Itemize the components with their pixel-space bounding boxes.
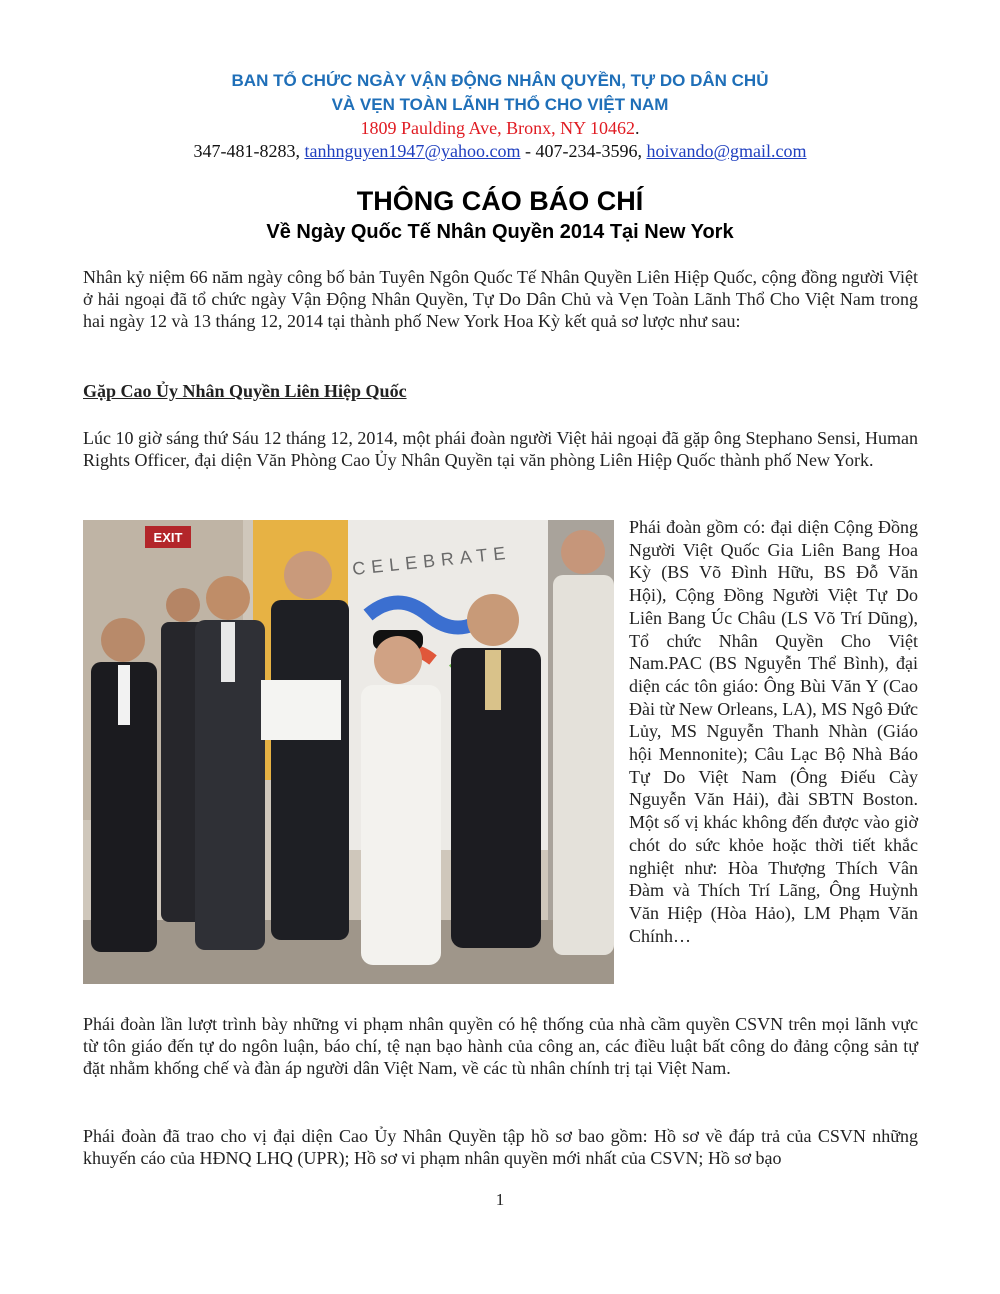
delegation-members-paragraph: Phái đoàn gồm có: đại diện Cộng Đồng Người Việt Quốc Gia Liên Bang Hoa Kỳ (BS Võ Đình Hữu, BS Đỗ Văn Hội), Cộng Đồng Người Việt Tự Do Liên Bang Úc Châu (LS Võ Trí Dũng), Tổ chức Nhân Quyền Cho Việt Nam.PAC (BS Nguyễn Thể Bình), đại diện các tôn giáo: Ông Bùi Văn Y (Cao Đài từ New Orleans, LA), MS Ngô Đức Lủy, MS Nguyễn Thanh Nhàn (Giáo hội Mennonite); Câu Lạc Bộ Nhà Báo Tự Do Việt Nam (Ông Điếu Cày Nguyễn Văn Hải), đài SBTN Boston. Một số vị khác không đến được vào giờ chót do sức khỏe hoặc thời tiết khắc nghiệt như: Hòa Thượng Thích Vân Đàm và Thích Trí Lãng, Ông Huỳnh Văn Hiệp (Hòa Hảo), LM Phạm Văn Chính… (629, 517, 918, 946)
organization-name-line1: BAN TỔ CHỨC NGÀY VẬN ĐỘNG NHÂN QUYỀN, TỰ DO DÂN CHỦ (231, 71, 769, 90)
press-release-title: THÔNG CÁO BÁO CHÍ (356, 186, 644, 216)
email-link-2[interactable]: hoivando@gmail.com (646, 141, 807, 161)
organization-address (0, 117, 1000, 139)
contact-line (0, 140, 1000, 162)
person-7 (553, 530, 614, 955)
intro-paragraph: Nhân kỷ niệm 66 năm ngày công bố bản Tuyên Ngôn Quốc Tế Nhân Quyền Liên Hiệp Quốc, cộng đồng người Việt ở hải ngoại đã tổ chức ngày Vận Động Nhân Quyền, Tự Do Dân Chủ và Vẹn Toàn Lãnh Thổ Cho Việt Nam trong hai ngày 12 và 13 tháng 12, 2014 tại thành phố New York Hoa Kỳ kết quả sơ lược như sau: (83, 267, 918, 331)
email-link-1[interactable]: tanhnguyen1947@yahoo.com (304, 141, 521, 161)
phone-2: - 407-234-3596, (520, 141, 647, 161)
address-text: 1809 Paulding Ave, Bronx, NY 10462 (360, 118, 635, 138)
banner-text: CELEBRATE (351, 542, 513, 579)
page-number: 1 (495, 1190, 505, 1209)
section-heading-un-meeting: Gặp Cao Ủy Nhân Quyền Liên Hiệp Quốc (83, 381, 407, 401)
person-3 (195, 576, 265, 950)
organization-name-line2: VÀ VẸN TOÀN LÃNH THỔ CHO VIỆT NAM (331, 95, 669, 114)
delegation-photo-illustration (83, 520, 614, 984)
press-release-subtitle: Về Ngày Quốc Tế Nhân Quyền 2014 Tại New York (266, 221, 734, 243)
documents-paragraph: Phái đoàn đã trao cho vị đại diện Cao Ủy Nhân Quyền tập hồ sơ bao gồm: Hồ sơ về đáp trả của CSVN những khuyến cáo của HĐNQ LHQ (UPR); Hồ sơ vi phạm nhân quyền mới nhất của CSVN; Hồ sơ bạo (83, 1126, 918, 1168)
person-4 (261, 551, 349, 940)
phone-1: 347-481-8283, (193, 141, 305, 161)
exit-sign-text: EXIT (153, 530, 183, 545)
address-suffix: . (635, 118, 640, 138)
violations-paragraph: Phái đoàn lần lượt trình bày những vi phạm nhân quyền có hệ thống của nhà cầm quyền CSVN trên mọi lãnh vực từ tôn giáo đến tự do ngôn luận, báo chí, tệ nạn bạo hành của công an, các điều luật bất công do đảng cộng sản tự đặt nhằm khống chế và đàn áp người dân Việt Nam, về các tù nhân chính trị tại Việt Nam. (83, 1014, 918, 1078)
person-1 (91, 618, 157, 952)
delegation-photo (83, 520, 614, 984)
meeting-paragraph: Lúc 10 giờ sáng thứ Sáu 12 tháng 12, 2014, một phái đoàn người Việt hải ngoại đã gặp ông Stephano Sensi, Human Rights Officer, đại diện Văn Phòng Cao Ủy Nhân Quyền tại văn phòng Liên Hiệp Quốc thành phố New York. (83, 428, 918, 470)
